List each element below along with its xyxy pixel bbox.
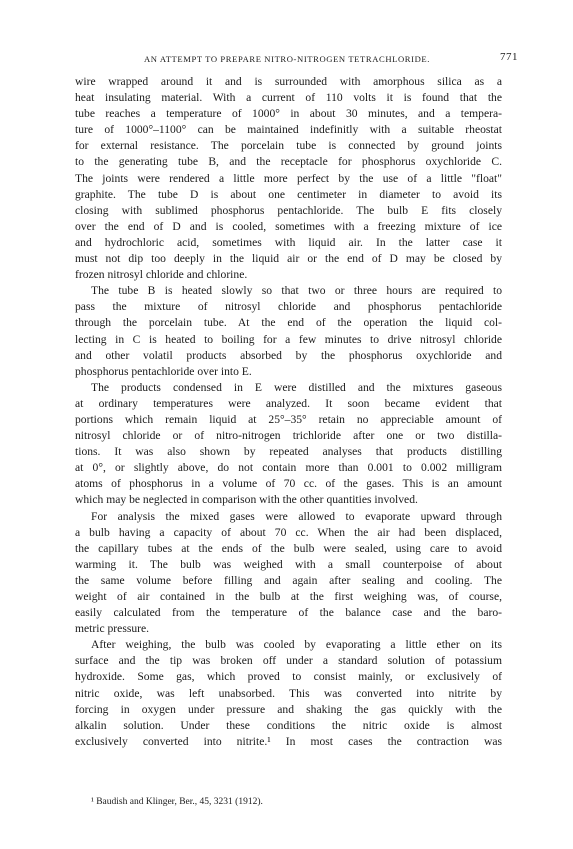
- text-line: pass the mixture of nitrosyl chloride and phosphorus pentachloride: [75, 300, 502, 314]
- text-line: tube reaches a temperature of 1000° in about 30 minutes, and a tempera-: [75, 107, 502, 121]
- text-line: alkalin solution. Under these conditions the nitric oxide is almost: [75, 718, 502, 732]
- text-line: wire wrapped around it and is surrounded with amorphous silica as a: [75, 75, 502, 88]
- text-line: phosphorus pentachloride over into E.: [75, 364, 252, 378]
- text-line: The joints were rendered a little more perfect by the use of a little "float": [75, 171, 502, 185]
- text-line: portions which remain liquid at 25°–35° retain no appreciable amount of: [75, 412, 502, 426]
- text-line: to the generating tube B, and the receptacle for phosphorus oxychloride C.: [75, 155, 502, 169]
- text-line: atoms of phosphorus in a volume of 70 cc. of the gases. This is an amount: [75, 477, 502, 491]
- text-line: nitric oxide, was left unabsorbed. This was converted into nitrite by: [75, 686, 502, 700]
- text-line: nitrosyl chloride or of nitro-nitrogen trichloride after one or two distilla-: [75, 429, 502, 443]
- text-line: the same volume before filling and again after sealing and cooling. The: [75, 573, 502, 587]
- text-line: weight of air contained in the bulb at the first weighing was, of course,: [75, 590, 502, 603]
- paragraph-start-line: After weighing, the bulb was cooled by evaporating a little ether on its: [91, 638, 502, 652]
- page-number: 771: [500, 51, 518, 63]
- text-line: exclusively converted into nitrite.¹ In most cases the contraction was: [75, 734, 502, 748]
- text-line: ture of 1000°–1100° can be maintained indefinitly with a suitable rheostat: [75, 123, 502, 137]
- text-line: surface and the tip was broken off under a standard solution of potassium: [75, 654, 502, 668]
- text-line: metric pressure.: [75, 622, 150, 636]
- text-line: graphite. The tube D is about one centimeter in diameter to avoid its: [75, 187, 502, 201]
- text-line: at ordinary temperatures were analyzed. It soon became evident that: [75, 396, 502, 410]
- body-text: [75, 74, 502, 750]
- text-line: and other volatil products absorbed by the phosphorus oxychloride and: [75, 348, 502, 362]
- text-line: the capillary tubes at the ends of the bulb were sealed, using care to avoid: [75, 541, 502, 555]
- text-line: hydroxide. Some gas, which proved to consist mainly, or exclusively of: [75, 670, 502, 684]
- text-line: must not dip too deeply in the liquid air or the end of D may be closed by: [75, 252, 502, 266]
- text-line: tions. It was also shown by repeated analyses that products distilling: [75, 445, 502, 459]
- text-line: for external resistance. The porcelain tube is connected by ground joints: [75, 139, 502, 153]
- paragraph-start-line: The products condensed in E were distilled and the mixtures gaseous: [91, 380, 502, 394]
- text-line: at 0°, or slightly above, do not contain more than 0.001 to 0.002 milligram: [75, 461, 502, 475]
- text-line: which may be neglected in comparison with the other quantities involved.: [75, 493, 418, 507]
- text-line: through the porcelain tube. At the end of the operation the liquid col-: [75, 316, 502, 330]
- text-line: heat insulating material. With a current of 110 volts it is found that the: [75, 91, 502, 105]
- text-line: warming it. The bulb was weighed with a small counterpoise of about: [75, 557, 502, 571]
- text-line: lecting in C is heated to boiling for a few minutes to drive nitrosyl chloride: [75, 332, 502, 346]
- text-line: frozen nitrosyl chloride and chlorine.: [75, 268, 248, 282]
- running-header: AN ATTEMPT TO PREPARE NITRO-NITROGEN TETRACHLORIDE.: [143, 54, 431, 64]
- text-line: closing with sublimed phosphorus pentachloride. The bulb E fits closely: [75, 203, 502, 217]
- footnote: ¹ Baudish and Klinger, Ber., 45, 3231 (1912).: [91, 797, 263, 807]
- text-line: forcing in oxygen under pressure and shaking the gas quickly with the: [75, 702, 502, 716]
- paragraph-start-line: The tube B is heated slowly so that two or three hours are required to: [91, 284, 502, 298]
- text-line: easily calculated from the temperature of the balance case and the baro-: [75, 606, 502, 620]
- text-line: and hydrochloric acid, sometimes with liquid air. In the latter case it: [75, 235, 502, 249]
- text-line: a bulb having a capacity of about 70 cc. When the air had been displaced,: [75, 525, 502, 539]
- paragraph-start-line: For analysis the mixed gases were allowed to evaporate upward through: [91, 509, 502, 523]
- text-line: over the end of D and is cooled, sometimes with a freezing mixture of ice: [75, 219, 502, 233]
